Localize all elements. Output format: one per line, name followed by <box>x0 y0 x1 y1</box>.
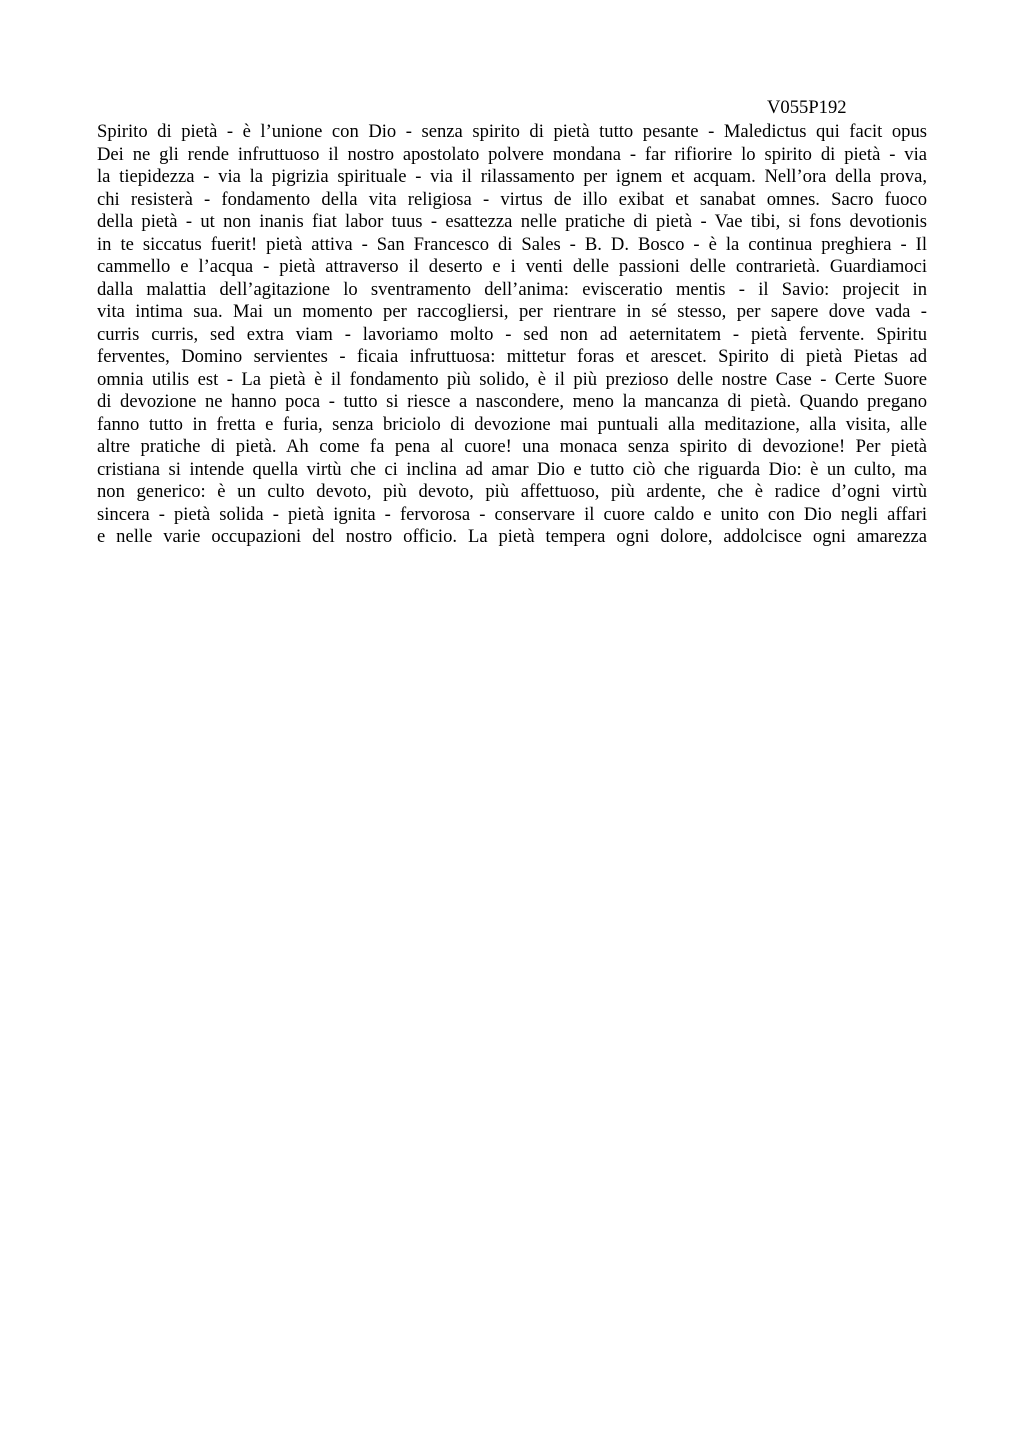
text-line: dalla malattia dell’agitazione lo sventramento dell’anima: evisceratio mentis - il Savio: projecit in <box>97 278 927 300</box>
body-text <box>97 121 927 549</box>
text-line: ferventes, Domino servientes - ficaia infruttuosa: mittetur foras et arescet. Spirito di pietà Pietas ad <box>97 346 927 367</box>
text-line: vita intima sua. Mai un momento per raccogliersi, per rientrare in sé stesso, per sapere dove vada - <box>97 301 927 322</box>
page-reference: V055P192 <box>767 97 847 118</box>
text-line: sincera - pietà solida - pietà ignita - fervorosa - conservare il cuore caldo e unito con Dio negli affari <box>97 503 927 525</box>
text-line: omnia utilis est - La pietà è il fondamento più solido, è il più prezioso delle nostre Case - Certe Suore <box>97 368 927 390</box>
text-line: curris curris, sed extra viam - lavoriamo molto - sed non ad aeternitatem - pietà fervente. Spiritu <box>97 323 927 345</box>
text-line: Dei ne gli rende infruttuoso il nostro apostolato polvere mondana - far rifiorire lo spirito di pietà - via <box>97 143 927 165</box>
text-line: chi resisterà - fondamento della vita religiosa - virtus de illo exibat et sanabat omnes. Sacro fuoco <box>97 188 927 210</box>
text-line: cristiana si intende quella virtù che ci inclina ad amar Dio e tutto ciò che riguarda Dio: è un culto, ma <box>97 458 927 480</box>
text-line: la tiepidezza - via la pigrizia spirituale - via il rilassamento per ignem et acquam. Nell’ora della prova, <box>97 166 927 187</box>
text-line: di devozione ne hanno poca - tutto si riesce a nascondere, meno la mancanza di pietà. Quando pregano <box>97 391 927 412</box>
text-line: cammello e l’acqua - pietà attraverso il deserto e i venti delle passioni delle contrarietà. Guardiamoci <box>97 256 927 277</box>
text-line: non generico: è un culto devoto, più devoto, più affettuoso, più ardente, che è radice d’ogni virtù <box>97 481 927 502</box>
text-line: della pietà - ut non inanis fiat labor tuus - esattezza nelle pratiche di pietà - Vae tibi, si fons devotionis <box>97 211 927 232</box>
text-line: Spirito di pietà - è l’unione con Dio - senza spirito di pietà tutto pesante - Maledictus qui facit opus <box>97 121 927 142</box>
text-line: e nelle varie occupazioni del nostro officio. La pietà tempera ogni dolore, addolcisce ogni amarezza <box>97 526 927 547</box>
text-line: altre pratiche di pietà. Ah come fa pena al cuore! una monaca senza spirito di devozione! Per pietà <box>97 436 927 457</box>
text-line: fanno tutto in fretta e furia, senza briciolo di devozione mai puntuali alla meditazione, alla visita, alle <box>97 413 927 435</box>
text-line: in te siccatus fuerit! pietà attiva - San Francesco di Sales - B. D. Bosco - è la continua preghiera - Il <box>97 233 927 255</box>
